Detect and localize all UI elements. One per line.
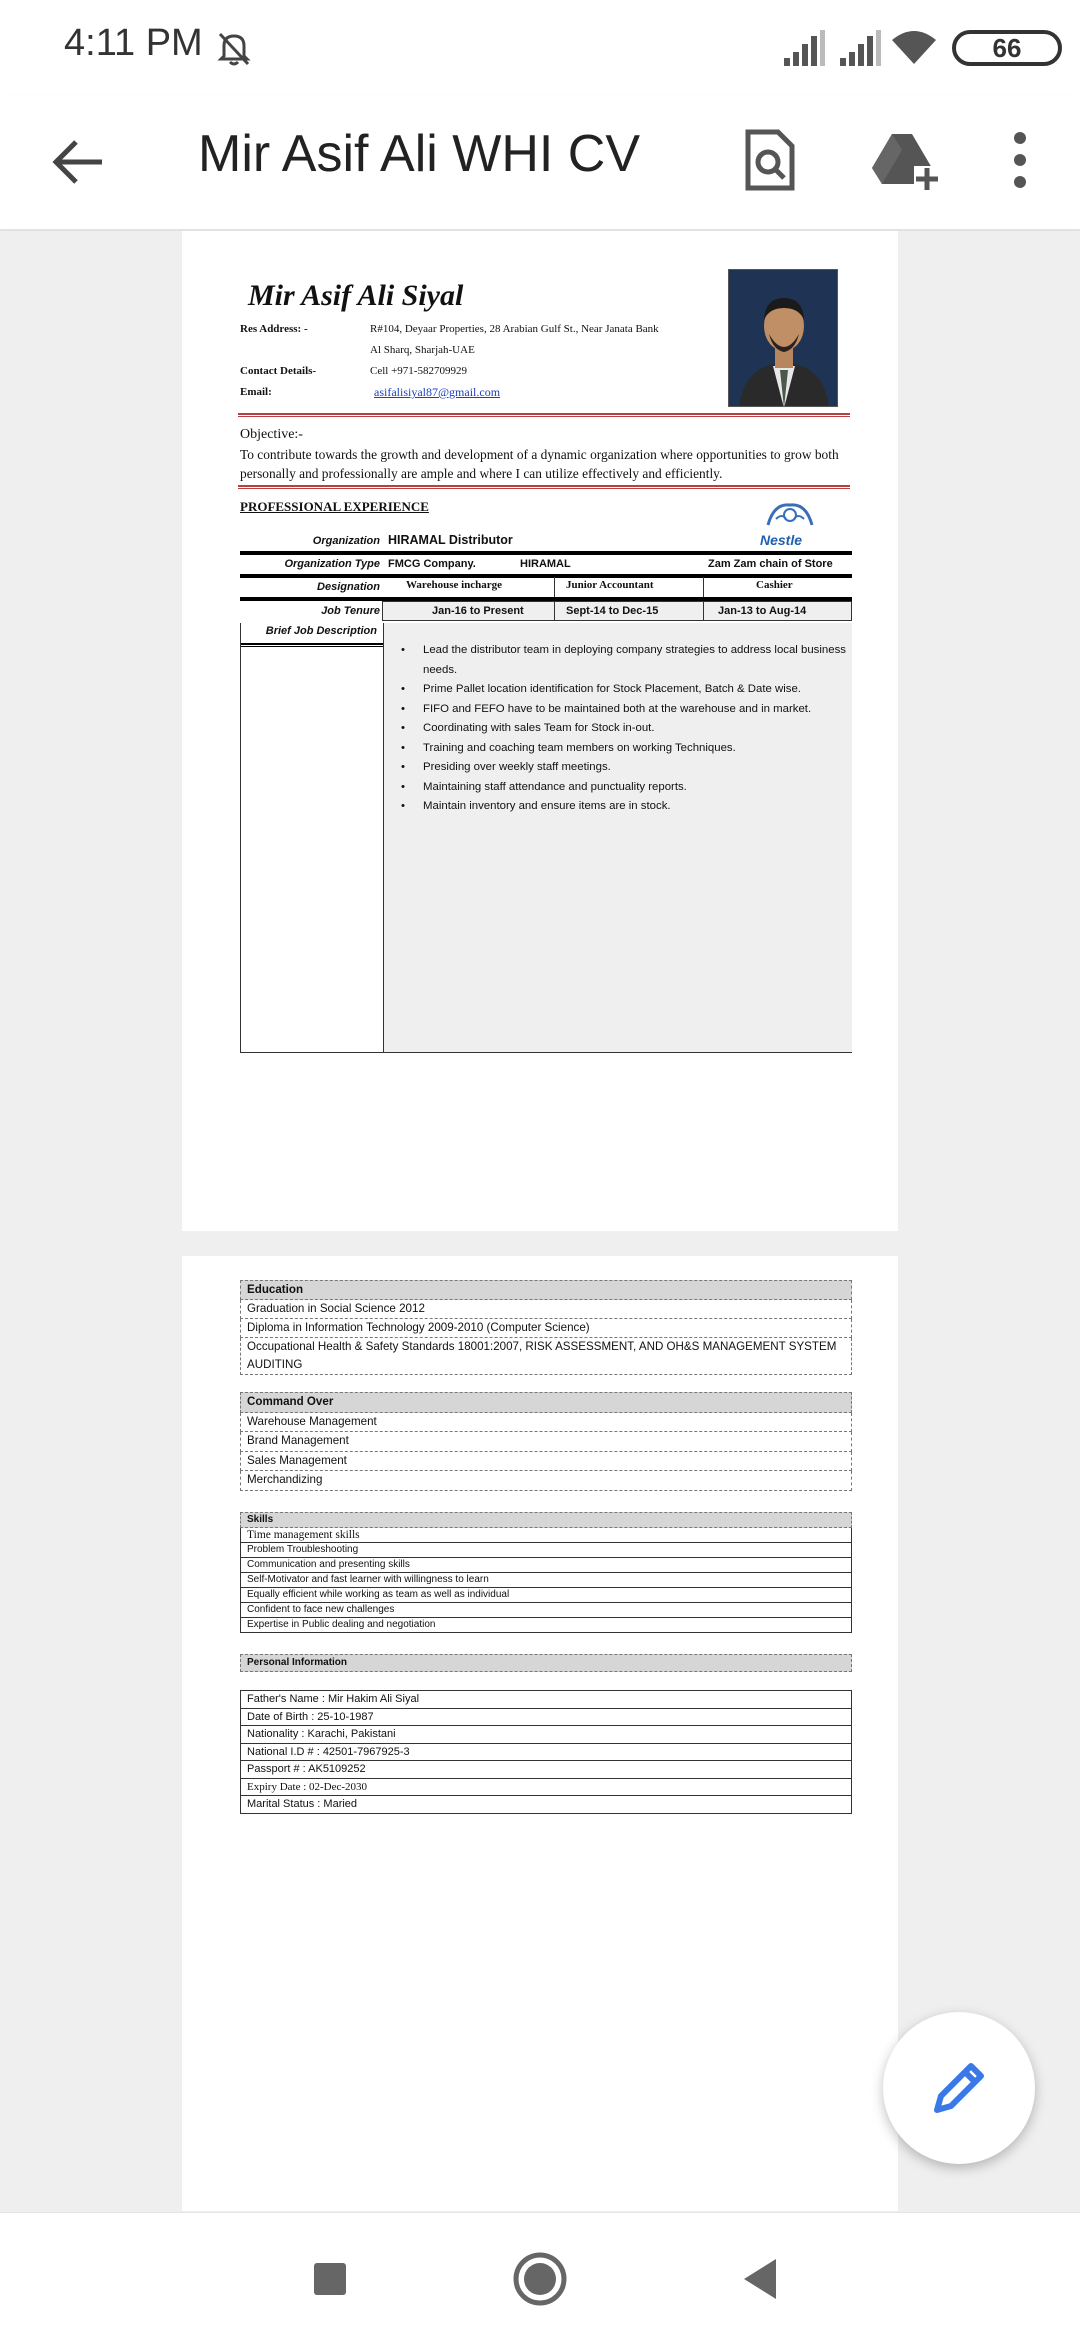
education-section <box>240 1280 852 1375</box>
pencil-icon <box>927 2056 991 2120</box>
address-line-1: R#104, Deyaar Properties, 28 Arabian Gulf St., Near Janata Bank <box>370 323 659 335</box>
list-item: • Maintain inventory and ensure items are in stock. <box>423 797 848 817</box>
app-bar <box>0 96 1080 230</box>
objective-text: To contribute towards the growth and development of a dynamic organization where opportunities to grow both personally and professionally are ample and where I can utilize effectively and efficiently. <box>240 447 839 481</box>
table-row: Expertise in Public dealing and negotiation <box>240 1618 852 1633</box>
org-type-label: Organization Type <box>284 558 380 570</box>
table-row: Self-Motivator and fast learner with willingness to learn <box>240 1573 852 1588</box>
table-row: Problem Troubleshooting <box>240 1543 852 1558</box>
cell-divider <box>554 601 555 621</box>
designation-3: Cashier <box>756 579 793 591</box>
document-page-2 <box>182 1256 898 2211</box>
system-nav-bar <box>0 2212 1080 2340</box>
brief-label: Brief Job Description <box>265 625 377 637</box>
address-line-2: Al Sharq, Sharjah-UAE <box>370 344 475 356</box>
table-row: Father's Name : Mir Hakim Ali Siyal <box>240 1691 852 1709</box>
skills-heading: Skills <box>240 1512 852 1528</box>
list-item: • Training and coaching team members on working Techniques. <box>423 739 848 759</box>
table-row: Sales Management <box>240 1452 852 1472</box>
find-in-document-icon[interactable] <box>736 120 804 200</box>
notifications-off-icon <box>214 28 254 68</box>
org-type-3: Zam Zam chain of Store <box>708 558 833 570</box>
personal-section <box>240 1690 852 1814</box>
job-description-box <box>240 623 852 1053</box>
table-row: Time management skills <box>240 1528 852 1543</box>
table-row: Confident to face new challenges <box>240 1603 852 1618</box>
brief-rule <box>241 643 383 647</box>
cell-divider <box>703 601 704 621</box>
divider <box>238 413 850 417</box>
table-row: Equally efficient while working as team as well as individual <box>240 1588 852 1603</box>
home-icon[interactable] <box>508 2247 572 2311</box>
cell-divider <box>703 577 704 597</box>
table-row: Merchandizing <box>240 1471 852 1491</box>
organization-label: Organization <box>312 535 380 547</box>
table-row: Expiry Date : 02-Dec-2030 <box>240 1779 852 1797</box>
email-label: Email: <box>240 386 272 398</box>
more-options-icon[interactable] <box>1000 120 1040 200</box>
list-item: • Lead the distributor team in deploying company strategies to address local business needs. <box>423 641 848 680</box>
objective-heading: Objective:- <box>240 427 303 442</box>
experience-table <box>240 533 852 623</box>
contact-label: Contact Details- <box>240 365 317 377</box>
cell-divider <box>554 577 555 597</box>
designation-1: Warehouse incharge <box>406 579 503 591</box>
table-row: Occupational Health & Safety Standards 18001:2007, RISK ASSESSMENT, AND OH&S MANAGEMENT SYSTEM AUDITING <box>240 1338 852 1375</box>
list-item: • Presiding over weekly staff meetings. <box>423 758 848 778</box>
list-item: • Coordinating with sales Team for Stock in-out. <box>423 719 848 739</box>
cv-name: Mir Asif Ali Siyal <box>248 279 464 312</box>
edit-button[interactable] <box>883 2012 1035 2164</box>
table-row: Marital Status : Maried <box>240 1796 852 1814</box>
signal-icon <box>782 30 826 66</box>
tenure-2: Sept-14 to Dec-15 <box>566 605 659 617</box>
list-item: • FIFO and FEFO have to be maintained both at the warehouse and in market. <box>423 700 848 720</box>
document-title: Mir Asif Ali WHI CV <box>198 125 641 183</box>
table-row: Nationality : Karachi, Pakistani <box>240 1726 852 1744</box>
duties-list <box>423 641 848 817</box>
table-row: Passport # : AK5109252 <box>240 1761 852 1779</box>
contact-value: Cell +971-582709929 <box>370 365 467 377</box>
table-row: Diploma in Information Technology 2009-2010 (Computer Science) <box>240 1319 852 1338</box>
experience-heading: PROFESSIONAL EXPERIENCE <box>240 499 429 514</box>
tenure-1: Jan-16 to Present <box>432 605 524 617</box>
personal-heading: Personal Information <box>240 1654 852 1672</box>
org-type-1: FMCG Company. <box>388 558 476 570</box>
document-viewer[interactable] <box>0 231 1080 2211</box>
list-item: • Prime Pallet location identification for Stock Placement, Batch & Date wise. <box>423 680 848 700</box>
designation-label: Designation <box>317 581 380 593</box>
org-type-2: HIRAMAL <box>520 558 571 570</box>
status-bar <box>0 0 1080 96</box>
document-page-1 <box>182 231 898 1231</box>
table-row: Date of Birth : 25-10-1987 <box>240 1709 852 1727</box>
designation-2: Junior Accountant <box>566 579 654 591</box>
tenure-3: Jan-13 to Aug-14 <box>718 605 807 617</box>
education-heading: Education <box>240 1280 852 1300</box>
table-row: Brand Management <box>240 1432 852 1452</box>
personal-heading-box <box>240 1654 852 1672</box>
battery-icon: 66 <box>952 30 1062 66</box>
res-address-label: Res Address: - <box>240 323 308 335</box>
divider <box>238 485 850 489</box>
table-row: National I.D # : 42501-7967925-3 <box>240 1744 852 1762</box>
organization-value: HIRAMAL Distributor <box>388 533 513 547</box>
table-rule <box>240 574 852 578</box>
table-rule <box>240 551 852 555</box>
status-time: 4:11 PM <box>64 22 203 64</box>
recents-icon[interactable] <box>298 2247 362 2311</box>
email-link[interactable]: asifalisiyal87@gmail.com <box>374 385 501 399</box>
table-row: Warehouse Management <box>240 1413 852 1433</box>
profile-photo <box>728 269 838 407</box>
list-item: • Maintaining staff attendance and punctuality reports. <box>423 778 848 798</box>
tenure-label: Job Tenure <box>321 605 380 617</box>
wifi-icon <box>890 28 938 68</box>
table-row: Graduation in Social Science 2012 <box>240 1300 852 1319</box>
skills-section <box>240 1512 852 1633</box>
back-icon[interactable] <box>730 2247 794 2311</box>
add-to-drive-icon[interactable] <box>868 120 942 200</box>
command-heading: Command Over <box>240 1392 852 1413</box>
signal-icon-2 <box>838 30 882 66</box>
table-row: Communication and presenting skills <box>240 1558 852 1573</box>
nestle-logo-text: Nestle <box>760 532 803 548</box>
back-arrow-icon[interactable] <box>40 122 120 202</box>
command-section <box>240 1392 852 1491</box>
